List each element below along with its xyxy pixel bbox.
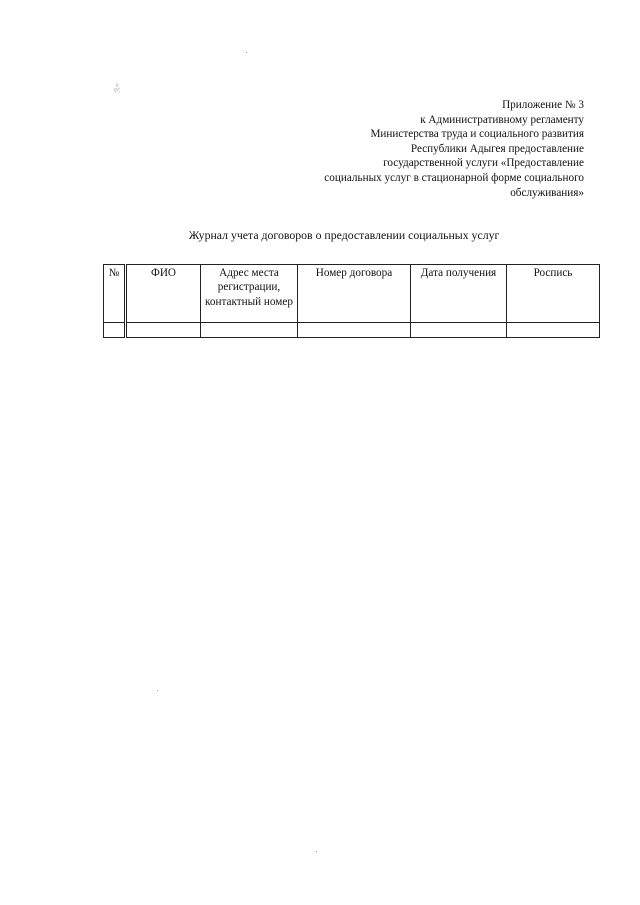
- scan-speck: [246, 52, 247, 53]
- table-header-row: [104, 265, 600, 323]
- appendix-line: Республики Адыгея предоставление: [410, 142, 584, 155]
- column-header-full-name: ФИО: [126, 265, 201, 323]
- scan-speck: [316, 851, 317, 852]
- appendix-line: Приложение № 3: [502, 99, 584, 111]
- scan-speck: [157, 690, 158, 691]
- column-header-contract-number: Номер договора: [298, 265, 411, 323]
- table-cell: [104, 323, 126, 338]
- table-row: [104, 323, 600, 338]
- appendix-header: [224, 98, 584, 200]
- appendix-line: обслуживания»: [510, 186, 584, 199]
- table-cell: [126, 323, 201, 338]
- scan-artifact: ℛ≈: [113, 83, 122, 93]
- column-header-receipt-date: Дата получения: [411, 265, 507, 323]
- appendix-line: государственной услуги «Предоставление: [383, 157, 584, 170]
- appendix-line: социальных услуг в стационарной форме социального: [324, 171, 584, 184]
- journal-table: [103, 264, 600, 338]
- table-cell: [201, 323, 298, 338]
- appendix-line: к Административному регламенту: [420, 113, 584, 126]
- column-header-address: Адрес места регистрации, контактный номер: [201, 265, 298, 323]
- column-header-signature: Роспись: [507, 265, 600, 323]
- table-cell: [298, 323, 411, 338]
- table-cell: [411, 323, 507, 338]
- journal-title: Журнал учета договоров о предоставлении социальных услуг: [188, 228, 500, 242]
- appendix-line: Министерства труда и социального развития: [370, 128, 584, 141]
- table-cell: [507, 323, 600, 338]
- column-header-number: №: [104, 265, 126, 323]
